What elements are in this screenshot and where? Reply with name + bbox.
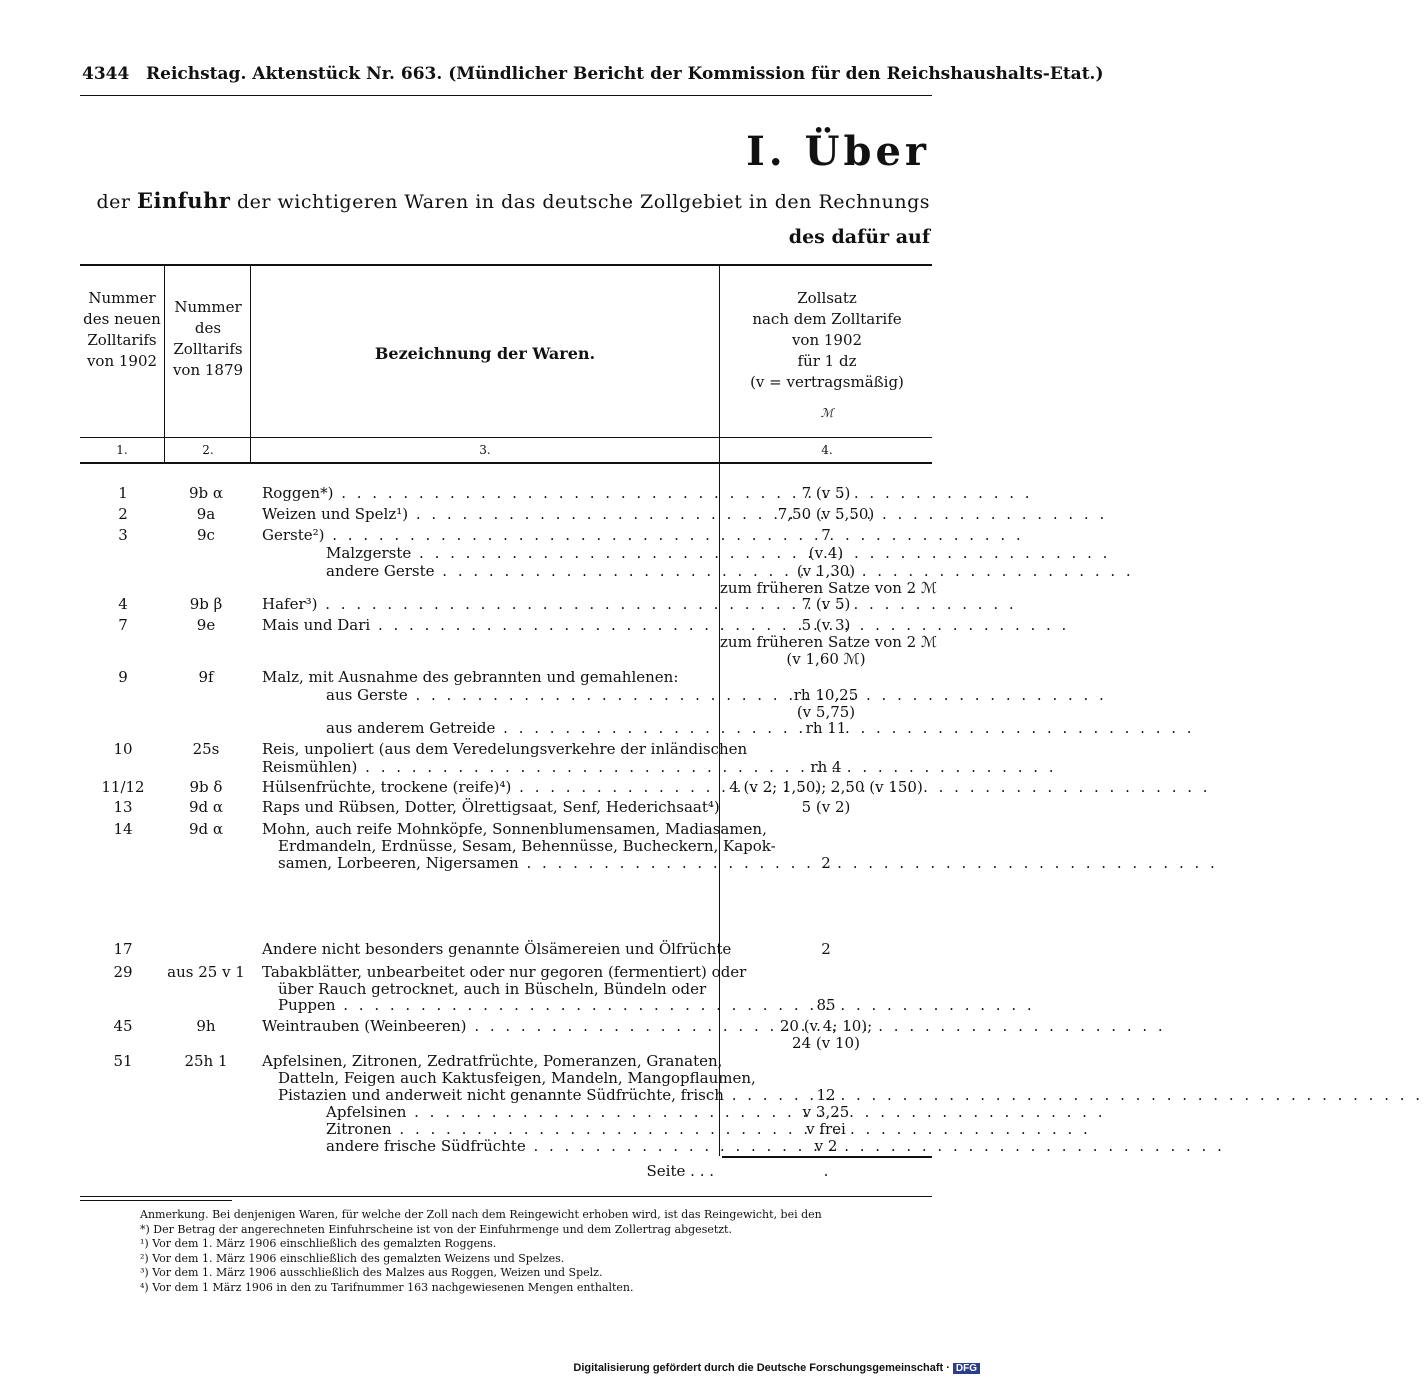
cell-nr-1879: 9a (196, 505, 216, 523)
cell-zollsatz: zum früheren Satze von 2 ℳ (720, 579, 938, 597)
header-bottom-rule (80, 437, 932, 438)
cell-ware: Reis, unpoliert (aus dem Veredelungsverkehre der inländischen (262, 740, 748, 758)
page-number: 4344 (82, 64, 130, 84)
cell-nr-1879: 9b α (188, 484, 224, 502)
col4-line: von 1902 (791, 331, 863, 349)
cell-zollsatz: 85 (816, 996, 836, 1014)
cell-zollsatz: 7,50 (v 5,50) (777, 505, 875, 523)
cell-ware: Datteln, Feigen auch Kaktusfeigen, Mandeln, Mangopflaumen, (278, 1069, 756, 1087)
cell-nr-1879: aus 25 v 1 (167, 963, 245, 981)
cell-nr-1902: 11/12 (101, 778, 145, 796)
cell-zollsatz: 12 (816, 1086, 836, 1104)
cell-ware: Gerste²) . . . (262, 526, 714, 544)
cell-zollsatz: v frei (806, 1120, 846, 1138)
cell-ware: Reismühlen) . . . (262, 758, 714, 776)
cell-nr-1879: 9f (198, 668, 214, 686)
cell-ware: Hafer³) . . . (262, 595, 714, 613)
cell-zollsatz: 5 (v 3) (801, 616, 851, 634)
cell-nr-1902: 17 (113, 940, 133, 958)
cell-nr-1879: 25s (192, 740, 220, 758)
cell-zollsatz: 20 (v 4; 10); (779, 1017, 873, 1035)
cell-ware: Zitronen . . . (262, 1120, 778, 1138)
cell-nr-1902: 2 (118, 505, 128, 523)
subtitle-line-2: des dafür auf (788, 226, 930, 248)
cell-nr-1902: 3 (118, 526, 128, 544)
seite-label: Seite . . . (646, 1162, 714, 1180)
notes-rule (80, 1200, 232, 1201)
header-rule (80, 95, 932, 96)
cell-nr-1879: 9b δ (189, 778, 223, 796)
cell-zollsatz: (v 5,75) (796, 703, 856, 721)
col4-line: nach dem Zolltarife (752, 310, 902, 328)
cell-nr-1879: 9b β (189, 595, 223, 613)
cell-ware: aus Gerste . . . (262, 686, 778, 704)
cell-zollsatz: rh 10,25 (793, 686, 859, 704)
cell-zollsatz: rh 11 (805, 719, 847, 737)
cell-nr-1902: 51 (113, 1052, 133, 1070)
cell-ware: aus anderem Getreide . . . (262, 719, 778, 737)
cell-nr-1902: 14 (113, 820, 133, 838)
digitization-credit (573, 1362, 980, 1374)
subtitle-bold: Einfuhr (137, 188, 231, 213)
cell-zollsatz: 7 (821, 526, 831, 544)
col4-line: Zollsatz (797, 289, 857, 307)
section-title: I. Über (746, 128, 930, 175)
cell-ware: andere Gerste . . . (262, 562, 778, 580)
cell-ware: Apfelsinen . . . (262, 1103, 778, 1121)
cell-nr-1902: 10 (113, 740, 133, 758)
cell-zollsatz: (v 4) (808, 544, 844, 562)
running-header (82, 64, 1104, 90)
col4-line: (v = vertragsmäßig) (750, 373, 904, 391)
cell-zollsatz: 7 (v 5) (801, 484, 851, 502)
cell-nr-1902: 4 (118, 595, 128, 613)
sum-rule (722, 1156, 932, 1158)
col4-unit: ℳ (820, 406, 834, 420)
cell-zollsatz: 24 (v 10) (792, 1034, 860, 1052)
cell-ware: Weizen und Spelz¹) . . . (262, 505, 714, 523)
col-head-3: Bezeichnung der Waren. (374, 344, 596, 363)
credit-text: Digitalisierung gefördert durch die Deutsche Forschungsgemeinschaft · (573, 1362, 950, 1374)
cell-zollsatz: rh 4 (810, 758, 842, 776)
dfg-logo-icon: DFG (953, 1363, 980, 1374)
col-number-3: 3. (479, 443, 491, 457)
col-head-4 (722, 288, 932, 424)
cell-ware: Hülsenfrüchte, trockene (reife)⁴) . . . (262, 778, 714, 796)
cell-nr-1902: 13 (113, 798, 133, 816)
cell-zollsatz: 2 (821, 854, 831, 872)
running-title: Reichstag. Aktenstück Nr. 663. (Mündlicher Bericht der Kommission für den Reichshaushalts-Etat.) (146, 64, 1104, 84)
cell-nr-1902: 29 (113, 963, 133, 981)
cell-zollsatz: 7 (v 5) (801, 595, 851, 613)
col-number-4: 4. (821, 443, 833, 457)
cell-ware: andere frische Südfrüchte . . . (262, 1137, 778, 1155)
footnote: ³) Vor dem 1. März 1906 ausschließlich des Malzes aus Roggen, Weizen und Spelz. (140, 1266, 603, 1279)
cell-nr-1879: 25h 1 (184, 1052, 228, 1070)
cell-zollsatz: 5 (v 2) (801, 798, 851, 816)
cell-ware: Andere nicht besonders genannte Ölsämereien und Ölfrüchte (262, 940, 732, 958)
cell-ware: samen, Lorbeeren, Nigersamen . . . (262, 854, 730, 872)
cell-nr-1902: 45 (113, 1017, 133, 1035)
col4-line: für 1 dz (797, 352, 857, 370)
col-number-2: 2. (202, 443, 214, 457)
col-head-2: Nummer des Zolltarifs von 1879 (172, 298, 244, 379)
cell-nr-1879: 9d α (188, 798, 224, 816)
cell-nr-1902: 1 (118, 484, 128, 502)
footnote: Anmerkung. Bei denjenigen Waren, für welche der Zoll nach dem Reingewicht erhoben wird, ist das Reingewicht, bei den (140, 1208, 822, 1221)
cell-ware: Pistazien und anderweit nicht genannte Südfrüchte, frisch . . . (262, 1086, 730, 1104)
cell-zollsatz: (v 1,30) (796, 562, 856, 580)
footnote: *) Der Betrag der angerechneten Einfuhrscheine ist von der Einfuhrmenge und dem Zollertrag abgesetzt. (140, 1222, 732, 1236)
cell-ware: Puppen . . . (262, 996, 730, 1014)
cell-ware: Mais und Dari . . . (262, 616, 714, 634)
col-divider-2 (250, 266, 251, 462)
cell-nr-1879: 9c (197, 526, 215, 544)
cell-nr-1879: 9e (196, 616, 216, 634)
cell-zollsatz: (v 1,60 ℳ) (786, 650, 866, 668)
cell-zollsatz: v 3,25 (802, 1103, 850, 1121)
seite-value: . (823, 1162, 829, 1180)
subtitle-pre: der (96, 191, 131, 213)
cell-zollsatz: 4 (v 2; 1,50); 2,50 (v 150) (729, 778, 923, 796)
footnote: ⁴) Vor dem 1 März 1906 in den zu Tarifnummer 163 nachgewiesenen Mengen enthalten. (140, 1280, 634, 1294)
cell-nr-1879: 9h (196, 1017, 216, 1035)
cell-ware: Malzgerste . . . (262, 544, 778, 562)
table-bottom-rule (80, 1196, 932, 1197)
subtitle-post: der wichtigeren Waren in das deutsche Zollgebiet in den Rechnungs (236, 191, 930, 213)
cell-ware: über Rauch getrocknet, auch in Büscheln, Bündeln oder (278, 980, 707, 998)
col-number-1: 1. (116, 443, 128, 457)
cell-ware: Malz, mit Ausnahme des gebrannten und gemahlenen: (262, 668, 679, 686)
cell-ware: Roggen*) . . . (262, 484, 714, 502)
cell-nr-1879: 9d α (188, 820, 224, 838)
cell-nr-1902: 9 (118, 668, 128, 686)
cell-ware: Mohn, auch reife Mohnköpfe, Sonnenblumensamen, Madiasamen, (262, 820, 767, 838)
cell-ware: Tabakblätter, unbearbeitet oder nur gegoren (fermentiert) oder (262, 963, 747, 981)
cell-ware: Weintrauben (Weinbeeren) . . . (262, 1017, 714, 1035)
subtitle-line-1 (96, 188, 930, 213)
col-head-1: Nummer des neuen Zolltarifs von 1902 (83, 289, 161, 370)
col-divider-1 (164, 266, 165, 462)
footnote: ¹) Vor dem 1. März 1906 einschließlich des gemalzten Roggens. (140, 1237, 497, 1250)
cell-zollsatz: zum früheren Satze von 2 ℳ (720, 633, 938, 651)
cell-ware: Apfelsinen, Zitronen, Zedratfrüchte, Pomeranzen, Granaten, (262, 1052, 723, 1070)
footnote: ²) Vor dem 1. März 1906 einschließlich des gemalzten Weizens und Spelzes. (140, 1251, 565, 1265)
table-top-rule (80, 264, 932, 266)
cell-nr-1902: 7 (118, 616, 128, 634)
cell-zollsatz: 2 (821, 940, 831, 958)
footnotes (140, 1208, 932, 1295)
numbers-bottom-rule (80, 462, 932, 464)
cell-zollsatz: v 2 (814, 1137, 838, 1155)
cell-ware: Erdmandeln, Erdnüsse, Sesam, Behennüsse, Bucheckern, Kapok- (278, 837, 776, 855)
cell-ware: Raps und Rübsen, Dotter, Ölrettigsaat, Senf, Hederichsaat⁴) (262, 798, 720, 816)
